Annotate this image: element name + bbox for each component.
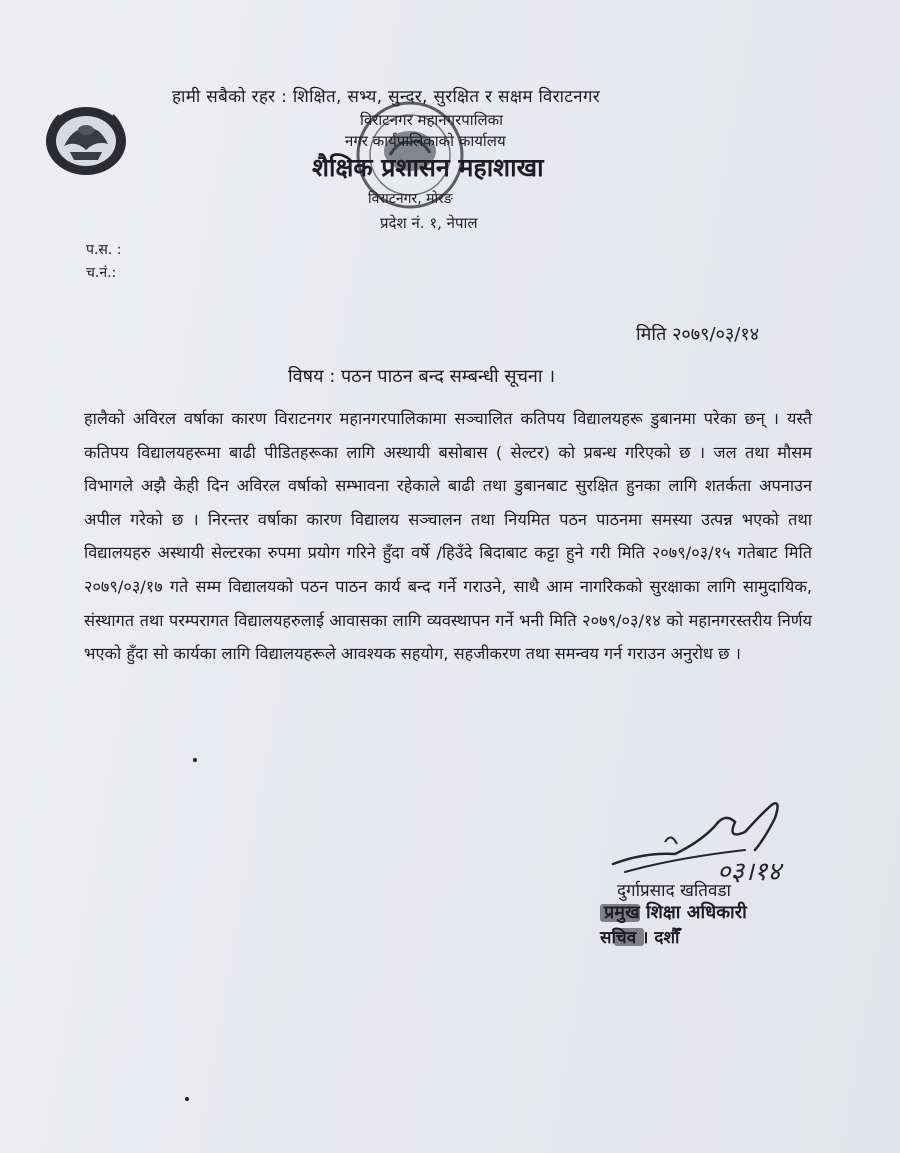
signatory-office: सचिव । दशौँ bbox=[600, 928, 680, 948]
letterhead-department: शैक्षिक प्रशासन महाशाखा bbox=[312, 153, 544, 182]
signature-scribble bbox=[605, 792, 795, 892]
letter-body: हालैको अविरल वर्षाका कारण विराटनगर महानगरपालिकामा सञ्चालित कतिपय विद्यालयहरू डुबानमा परेका छन् । यस्तै कतिपय विद्यालयहरूमा बाढी पीडितहरूका लागि अस्थायी बसोबास ( सेल्टर) को प्रबन्ध गरिएको छ । जल तथा मौसम विभागले अझै केही दिन अविरल वर्षाको सम्भावना रहेकाले बाढी तथा डुबानबाट सुरक्षित हुनका लागि शतर्कता अपनाउन अपील गरेको छ । निरन्तर वर्षाका कारण विद्यालय सञ्चालन तथा नियमित पठन पाठनमा समस्या उत्पन्न भएको तथा विद्यालयहरु अस्थायी सेल्टरका रुपमा प्रयोग गरिने हुँदा वर्षे /हिउँदे बिदाबाट कट्टा हुने गरी मिति २०७९/०३/१५ गतेबाट मिति २०७९/०३/१७ गते सम्म विद्यालयको पठन पाठन कार्य बन्द गर्ने गराउने, साथै आम नागरिकको सुरक्षाका लागि सामुदायिक, संस्थागत तथा परम्परागत विद्यालयहरुलाई आवासका लागि व्यवस्थापन गर्ने भनी मिति २०७९/०३/१४ को महानगरस्तरीय निर्णय भएको हुँदा सो कार्यका लागि विद्यालयहरूले आवश्यक सहयोग, सहजीकरण तथा समन्वय गर्न गराउन अनुरोध छ । bbox=[84, 409, 812, 664]
letter-date: मिति २०७९/०३/१४ bbox=[636, 324, 760, 345]
letterhead-office: नगर कार्यपालिकाको कार्यालय bbox=[345, 132, 506, 150]
letterhead-location: विराटनगर, मोरङ bbox=[368, 191, 453, 207]
letterhead-province: प्रदेश नं. १, नेपाल bbox=[380, 214, 478, 232]
letterhead-motto: हामी सबैको रहर : शिक्षित, सभ्य, सुन्दर, सुरक्षित र सक्षम विराटनगर bbox=[172, 87, 601, 107]
signatory-title: प्रमुख शिक्षा अधिकारी bbox=[604, 902, 747, 923]
letter-subject: विषय : पठन पाठन बन्द सम्बन्धी सूचना । bbox=[288, 366, 556, 387]
reference-cn: च.नं.: bbox=[86, 265, 117, 281]
signature-date: ०३।१४ bbox=[717, 857, 781, 887]
ink-dot bbox=[185, 1097, 189, 1101]
signatory-name: दुर्गाप्रसाद खतिवडा bbox=[617, 881, 731, 901]
reference-ps: प.स. : bbox=[86, 242, 122, 258]
ink-dot bbox=[193, 758, 197, 762]
nepal-emblem-icon bbox=[40, 100, 132, 182]
letterhead-municipality: विराटनगर महानगरपालिका bbox=[360, 111, 504, 129]
